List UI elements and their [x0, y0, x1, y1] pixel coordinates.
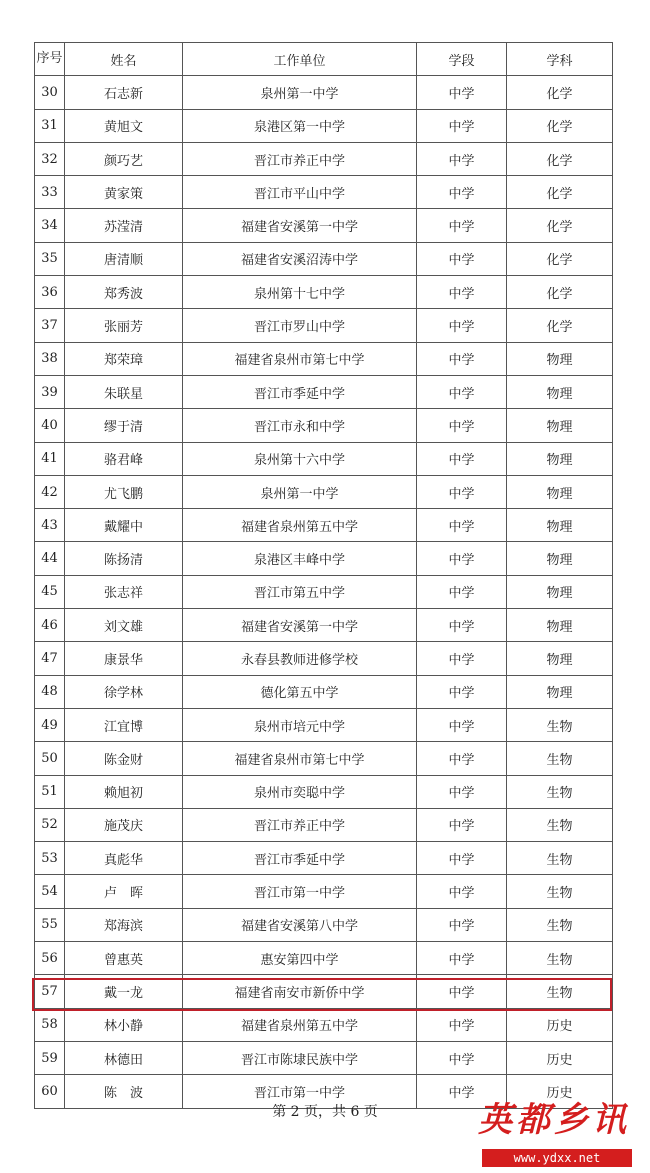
cell-workplace: 福建省安溪第一中学	[183, 609, 417, 642]
cell-subject: 生物	[507, 975, 613, 1008]
cell-index: 60	[35, 1075, 65, 1108]
cell-name: 颜巧艺	[65, 142, 183, 175]
table-row	[35, 642, 613, 675]
cell-stage: 中学	[417, 575, 507, 608]
header-name: 姓名	[65, 43, 183, 76]
cell-subject: 生物	[507, 842, 613, 875]
cell-index: 30	[35, 76, 65, 109]
table-row	[35, 942, 613, 975]
cell-workplace: 泉州第十六中学	[183, 442, 417, 475]
cell-index: 38	[35, 342, 65, 375]
cell-index: 42	[35, 475, 65, 508]
cell-subject: 生物	[507, 708, 613, 741]
table-row	[35, 276, 613, 309]
cell-stage: 中学	[417, 609, 507, 642]
table-row	[35, 875, 613, 908]
cell-stage: 中学	[417, 76, 507, 109]
cell-subject: 化学	[507, 209, 613, 242]
cell-index: 37	[35, 309, 65, 342]
cell-stage: 中学	[417, 808, 507, 841]
cell-index: 33	[35, 176, 65, 209]
cell-workplace: 福建省安溪第八中学	[183, 908, 417, 941]
cell-workplace: 晋江市平山中学	[183, 176, 417, 209]
cell-stage: 中学	[417, 742, 507, 775]
cell-subject: 化学	[507, 176, 613, 209]
cell-stage: 中学	[417, 109, 507, 142]
cell-subject: 化学	[507, 142, 613, 175]
cell-index: 58	[35, 1008, 65, 1041]
table-row	[35, 542, 613, 575]
cell-stage: 中学	[417, 142, 507, 175]
cell-name: 骆君峰	[65, 442, 183, 475]
cell-index: 51	[35, 775, 65, 808]
cell-index: 55	[35, 908, 65, 941]
cell-stage: 中学	[417, 442, 507, 475]
header-stage: 学段	[417, 43, 507, 76]
table-row	[35, 842, 613, 875]
table-row	[35, 509, 613, 542]
cell-name: 苏滢清	[65, 209, 183, 242]
cell-workplace: 福建省安溪第一中学	[183, 209, 417, 242]
table-row	[35, 1041, 613, 1074]
cell-index: 32	[35, 142, 65, 175]
table-row	[35, 975, 613, 1008]
table-row	[35, 76, 613, 109]
cell-name: 戴一龙	[65, 975, 183, 1008]
cell-subject: 物理	[507, 575, 613, 608]
table-row	[35, 242, 613, 275]
cell-index: 50	[35, 742, 65, 775]
cell-stage: 中学	[417, 375, 507, 408]
table-row	[35, 1008, 613, 1041]
cell-workplace: 晋江市养正中学	[183, 808, 417, 841]
cell-workplace: 福建省泉州市第七中学	[183, 342, 417, 375]
cell-index: 35	[35, 242, 65, 275]
cell-name: 赖旭初	[65, 775, 183, 808]
cell-name: 尤飞鹏	[65, 475, 183, 508]
cell-stage: 中学	[417, 1075, 507, 1108]
cell-stage: 中学	[417, 975, 507, 1008]
cell-name: 江宜博	[65, 708, 183, 741]
cell-workplace: 泉州第十七中学	[183, 276, 417, 309]
cell-workplace: 福建省泉州市第七中学	[183, 742, 417, 775]
table-row	[35, 708, 613, 741]
cell-subject: 生物	[507, 775, 613, 808]
header-workplace: 工作单位	[183, 43, 417, 76]
cell-index: 48	[35, 675, 65, 708]
cell-stage: 中学	[417, 475, 507, 508]
cell-index: 49	[35, 708, 65, 741]
cell-workplace: 福建省安溪沼涛中学	[183, 242, 417, 275]
cell-index: 39	[35, 375, 65, 408]
cell-name: 陈 波	[65, 1075, 183, 1108]
cell-subject: 化学	[507, 276, 613, 309]
cell-subject: 历史	[507, 1041, 613, 1074]
cell-workplace: 晋江市季延中学	[183, 375, 417, 408]
cell-workplace: 泉州第一中学	[183, 475, 417, 508]
cell-subject: 生物	[507, 875, 613, 908]
cell-subject: 物理	[507, 409, 613, 442]
cell-subject: 历史	[507, 1075, 613, 1108]
cell-workplace: 德化第五中学	[183, 675, 417, 708]
cell-workplace: 晋江市罗山中学	[183, 309, 417, 342]
cell-name: 真彪华	[65, 842, 183, 875]
cell-index: 43	[35, 509, 65, 542]
cell-workplace: 晋江市季延中学	[183, 842, 417, 875]
cell-stage: 中学	[417, 276, 507, 309]
cell-index: 46	[35, 609, 65, 642]
cell-subject: 物理	[507, 509, 613, 542]
cell-name: 黄家策	[65, 176, 183, 209]
cell-stage: 中学	[417, 675, 507, 708]
cell-name: 朱联星	[65, 375, 183, 408]
cell-name: 林小静	[65, 1008, 183, 1041]
cell-name: 施茂庆	[65, 808, 183, 841]
cell-workplace: 惠安第四中学	[183, 942, 417, 975]
watermark-logo: 英都乡讯	[478, 1100, 630, 1140]
cell-index: 59	[35, 1041, 65, 1074]
cell-name: 张志祥	[65, 575, 183, 608]
cell-stage: 中学	[417, 542, 507, 575]
cell-subject: 物理	[507, 675, 613, 708]
cell-name: 黄旭文	[65, 109, 183, 142]
cell-stage: 中学	[417, 242, 507, 275]
cell-subject: 物理	[507, 542, 613, 575]
table-header-row	[35, 43, 613, 76]
cell-stage: 中学	[417, 842, 507, 875]
table-row	[35, 342, 613, 375]
table-row	[35, 375, 613, 408]
cell-name: 徐学林	[65, 675, 183, 708]
cell-name: 郑秀波	[65, 276, 183, 309]
table-row	[35, 442, 613, 475]
roster-table	[34, 42, 613, 1109]
cell-name: 戴耀中	[65, 509, 183, 542]
cell-name: 康景华	[65, 642, 183, 675]
cell-workplace: 泉州第一中学	[183, 76, 417, 109]
cell-workplace: 泉港区丰峰中学	[183, 542, 417, 575]
table-row	[35, 609, 613, 642]
cell-workplace: 福建省泉州第五中学	[183, 509, 417, 542]
cell-name: 陈扬清	[65, 542, 183, 575]
cell-subject: 化学	[507, 76, 613, 109]
page-footer: 第 2 页，共 6 页	[272, 1104, 378, 1120]
table-row	[35, 775, 613, 808]
cell-subject: 生物	[507, 808, 613, 841]
cell-name: 曾惠英	[65, 942, 183, 975]
cell-subject: 化学	[507, 242, 613, 275]
table-row	[35, 142, 613, 175]
cell-workplace: 永春县教师进修学校	[183, 642, 417, 675]
cell-name: 郑海滨	[65, 908, 183, 941]
table-row	[35, 808, 613, 841]
cell-subject: 物理	[507, 642, 613, 675]
cell-name: 郑荣璋	[65, 342, 183, 375]
cell-index: 34	[35, 209, 65, 242]
cell-workplace: 晋江市陈埭民族中学	[183, 1041, 417, 1074]
watermark-url: www.ydxx.net	[482, 1149, 632, 1167]
cell-stage: 中学	[417, 409, 507, 442]
cell-stage: 中学	[417, 708, 507, 741]
table-row	[35, 209, 613, 242]
cell-workplace: 晋江市第一中学	[183, 1075, 417, 1108]
cell-name: 石志新	[65, 76, 183, 109]
cell-index: 47	[35, 642, 65, 675]
cell-index: 52	[35, 808, 65, 841]
cell-stage: 中学	[417, 642, 507, 675]
cell-subject: 物理	[507, 442, 613, 475]
cell-stage: 中学	[417, 942, 507, 975]
cell-stage: 中学	[417, 342, 507, 375]
cell-name: 卢 晖	[65, 875, 183, 908]
cell-index: 45	[35, 575, 65, 608]
cell-index: 41	[35, 442, 65, 475]
cell-index: 44	[35, 542, 65, 575]
cell-index: 57	[35, 975, 65, 1008]
cell-stage: 中学	[417, 209, 507, 242]
cell-subject: 化学	[507, 109, 613, 142]
cell-workplace: 福建省泉州第五中学	[183, 1008, 417, 1041]
cell-stage: 中学	[417, 509, 507, 542]
cell-subject: 历史	[507, 1008, 613, 1041]
cell-name: 陈金财	[65, 742, 183, 775]
cell-workplace: 晋江市养正中学	[183, 142, 417, 175]
cell-name: 林德田	[65, 1041, 183, 1074]
table-row	[35, 908, 613, 941]
cell-subject: 物理	[507, 375, 613, 408]
cell-name: 张丽芳	[65, 309, 183, 342]
cell-subject: 生物	[507, 742, 613, 775]
cell-name: 刘文雄	[65, 609, 183, 642]
table-row	[35, 309, 613, 342]
table-row	[35, 176, 613, 209]
cell-subject: 物理	[507, 342, 613, 375]
cell-stage: 中学	[417, 775, 507, 808]
table-row	[35, 742, 613, 775]
cell-workplace: 福建省南安市新侨中学	[183, 975, 417, 1008]
cell-workplace: 泉港区第一中学	[183, 109, 417, 142]
cell-index: 36	[35, 276, 65, 309]
cell-stage: 中学	[417, 875, 507, 908]
cell-subject: 物理	[507, 475, 613, 508]
cell-stage: 中学	[417, 1041, 507, 1074]
cell-index: 40	[35, 409, 65, 442]
cell-workplace: 晋江市第五中学	[183, 575, 417, 608]
cell-workplace: 泉州市培元中学	[183, 708, 417, 741]
table-row	[35, 675, 613, 708]
cell-stage: 中学	[417, 908, 507, 941]
cell-stage: 中学	[417, 1008, 507, 1041]
cell-stage: 中学	[417, 176, 507, 209]
cell-subject: 生物	[507, 942, 613, 975]
header-index: 序号	[35, 43, 65, 76]
table-body	[35, 76, 613, 1108]
cell-subject: 物理	[507, 609, 613, 642]
cell-index: 31	[35, 109, 65, 142]
table-row	[35, 575, 613, 608]
cell-index: 54	[35, 875, 65, 908]
table-row	[35, 409, 613, 442]
cell-workplace: 晋江市永和中学	[183, 409, 417, 442]
cell-subject: 生物	[507, 908, 613, 941]
table-row	[35, 475, 613, 508]
cell-name: 唐清顺	[65, 242, 183, 275]
cell-index: 56	[35, 942, 65, 975]
header-subject: 学科	[507, 43, 613, 76]
cell-stage: 中学	[417, 309, 507, 342]
cell-index: 53	[35, 842, 65, 875]
table-row	[35, 109, 613, 142]
cell-subject: 化学	[507, 309, 613, 342]
cell-workplace: 泉州市奕聪中学	[183, 775, 417, 808]
cell-name: 缪于清	[65, 409, 183, 442]
cell-workplace: 晋江市第一中学	[183, 875, 417, 908]
